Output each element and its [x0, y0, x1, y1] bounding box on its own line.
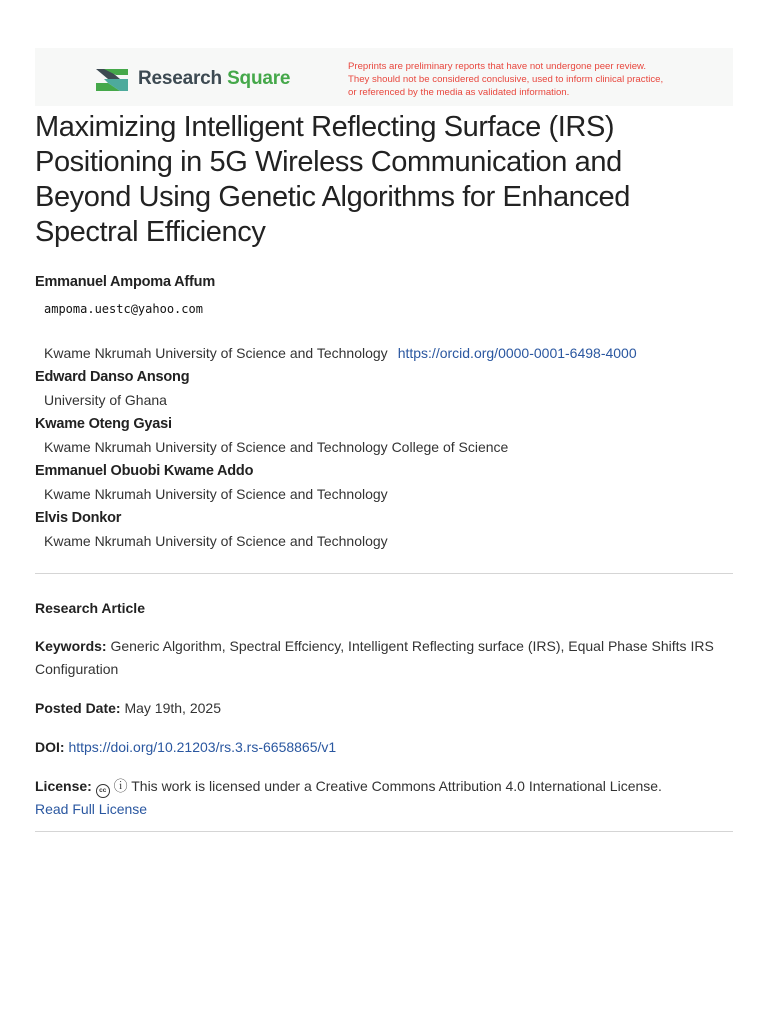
license — [35, 775, 733, 821]
divider — [35, 573, 733, 574]
disclaimer-line: Preprints are preliminary reports that have not undergone peer review. — [348, 61, 647, 72]
orcid-link[interactable]: https://orcid.org/0000-0001-6498-4000 — [397, 345, 637, 361]
keywords-value: Generic Algorithm, Spectral Effciency, Intelligent Reflecting surface (IRS), Equal Phase Shifts IRS Configuration — [35, 638, 714, 677]
author-name: Edward Danso Ansong — [35, 369, 190, 385]
article-type — [35, 597, 733, 620]
author-email[interactable]: ampoma.uestc@yahoo.com — [44, 302, 203, 316]
license-text: This work is licensed under a Creative Commons Attribution 4.0 International License. — [131, 778, 662, 794]
author-name: Kwame Oteng Gyasi — [35, 416, 172, 432]
paper-title — [35, 110, 735, 250]
author-affiliation: Kwame Nkrumah University of Science and Technology — [44, 486, 388, 502]
author-list — [35, 270, 735, 553]
article-type-label: Research Article — [35, 600, 145, 616]
doi — [35, 736, 733, 759]
disclaimer-line: They should not be considered conclusive, used to inform clinical practice, — [348, 74, 664, 85]
posted-date-label: Posted Date: — [35, 700, 121, 716]
author-name: Emmanuel Ampoma Affum — [35, 274, 216, 290]
creative-commons-icon: cc — [96, 784, 110, 798]
title-line: Maximizing Intelligent Reflecting Surface (IRS) — [35, 111, 615, 143]
preprint-disclaimer — [348, 60, 708, 99]
title-line: Beyond Using Genetic Algorithms for Enhanced — [35, 181, 630, 213]
author-name: Elvis Donkor — [35, 510, 122, 526]
research-square-logo[interactable] — [94, 65, 290, 93]
keywords — [35, 635, 733, 681]
author-affiliation: University of Ghana — [44, 392, 167, 408]
read-full-license-link[interactable]: Read Full License — [35, 801, 148, 817]
author-affiliation — [44, 342, 735, 365]
doi-label: DOI: — [35, 739, 65, 755]
research-square-logo-icon — [94, 65, 130, 93]
author-name: Emmanuel Obuobi Kwame Addo — [35, 463, 254, 479]
title-line: Positioning in 5G Wireless Communication and — [35, 146, 622, 178]
logo-wordmark — [138, 68, 290, 90]
posted-date-value: May 19th, 2025 — [124, 700, 221, 716]
doi-link[interactable]: https://doi.org/10.21203/rs.3.rs-6658865/v1 — [68, 739, 337, 755]
affiliation-text: Kwame Nkrumah University of Science and Technology — [44, 345, 388, 361]
logo-word-research: Research — [138, 68, 222, 89]
posted-date — [35, 697, 733, 720]
keywords-label: Keywords: — [35, 638, 107, 654]
author-affiliation: Kwame Nkrumah University of Science and Technology College of Science — [44, 439, 509, 455]
attribution-icon: ⓘ — [113, 778, 128, 794]
license-label: License: — [35, 778, 92, 794]
author-affiliation: Kwame Nkrumah University of Science and Technology — [44, 533, 388, 549]
disclaimer-line: or referenced by the media as validated information. — [348, 87, 570, 98]
header-banner — [35, 48, 733, 106]
divider — [35, 831, 733, 832]
title-line: Spectral Efficiency — [35, 216, 266, 248]
logo-word-square: Square — [227, 68, 291, 89]
